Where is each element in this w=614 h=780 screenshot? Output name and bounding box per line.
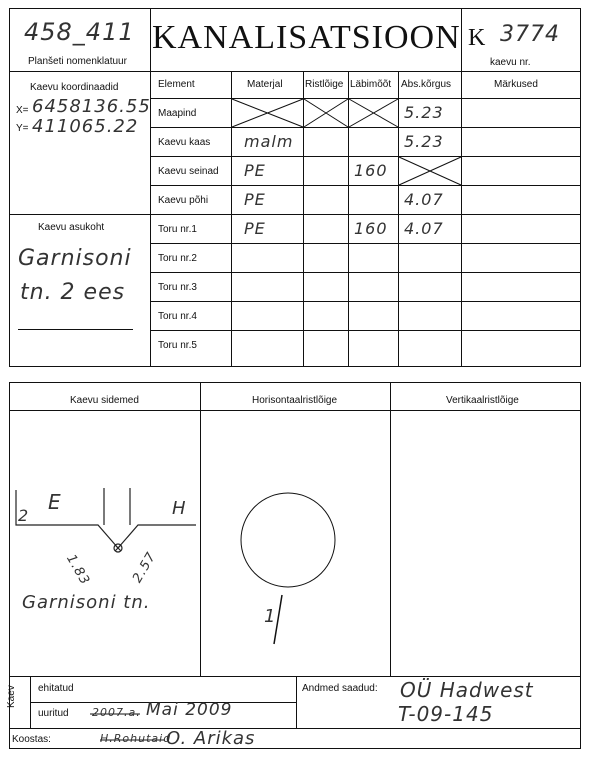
links-sketch (16, 488, 196, 552)
well-number-label: kaevu nr. (490, 57, 531, 68)
col-abs-height: Abs.kõrgus (401, 79, 452, 90)
well-prefix: K (468, 25, 487, 51)
sketch-h: H (172, 498, 187, 519)
col-links: Kaevu sidemed (70, 395, 139, 406)
sketch-street: Garnisoni tn. (22, 592, 151, 613)
col-vertical: Vertikaalristlõige (446, 395, 519, 406)
measured-label: uuritud (38, 708, 69, 719)
sketch-e: E (48, 490, 62, 514)
location-line2: tn. 2 ees (20, 280, 126, 305)
built-label: ehitatud (38, 683, 74, 694)
col-element: Element (158, 79, 195, 90)
manhole-circle (241, 493, 335, 587)
well-side-label: Kaev (6, 685, 17, 708)
row-6-element: Toru nr.2 (158, 253, 197, 264)
col-diameter: Läbimõõt (350, 79, 392, 90)
sketch-2: 2 (18, 506, 30, 525)
pipe-mark: 1 (264, 606, 277, 627)
coords-label: Kaevu koordinaadid (30, 82, 119, 93)
sheet-label: Planšeti nomenklatuur (28, 56, 127, 67)
row-3-materjal: PE (244, 161, 266, 180)
row-2-abs: 5.23 (404, 132, 444, 151)
row-7-element: Toru nr.3 (158, 282, 197, 293)
row-5-materjal: PE (244, 219, 266, 238)
col-remarks: Märkused (494, 79, 538, 90)
form-title: KANALISATSIOON (152, 19, 461, 56)
location-line1: Garnisoni (18, 246, 132, 271)
row-1-element: Maapind (158, 108, 197, 119)
row-8-element: Toru nr.4 (158, 311, 197, 322)
y-prefix: Y= (16, 123, 29, 134)
compiled-struck: H.Rohutaid (100, 732, 172, 745)
source-code: T-09-145 (398, 702, 494, 726)
sketch-dist1: 1.83 (63, 552, 93, 589)
well-number: 3774 (500, 22, 560, 47)
row-4-element: Kaevu põhi (158, 195, 209, 206)
source-company: OÜ Hadwest (400, 678, 534, 702)
row-2-materjal: malm (244, 132, 294, 151)
x-coordinate: 6458136.55 (32, 96, 151, 117)
col-crosssection: Ristlõige (305, 79, 344, 90)
row-9-element: Toru nr.5 (158, 340, 197, 351)
x-prefix: X= (16, 105, 29, 116)
row-1-abs: 5.23 (404, 103, 444, 122)
col-horizontal: Horisontaalristlõige (252, 395, 338, 406)
location-label: Kaevu asukoht (38, 222, 105, 233)
row-4-materjal: PE (244, 190, 266, 209)
row-4-abs: 4.07 (404, 190, 444, 209)
measured-date: Mai 2009 (146, 700, 233, 720)
y-coordinate: 411065.22 (32, 116, 139, 137)
sketch-dist2: 2.57 (130, 549, 160, 586)
compiled-label: Koostas: (12, 734, 51, 745)
source-label: Andmed saadud: (302, 683, 378, 694)
col-material: Materjal (247, 79, 283, 90)
row-5-abs: 4.07 (404, 219, 444, 238)
sheet-number: 458_411 (24, 18, 135, 46)
row-3-labimoot: 160 (354, 161, 388, 180)
row-3-element: Kaevu seinad (158, 166, 219, 177)
row-5-element: Toru nr.1 (158, 224, 197, 235)
measured-struck: 2007.a. (92, 706, 141, 719)
row-5-labimoot: 160 (354, 219, 388, 238)
row-2-element: Kaevu kaas (158, 137, 211, 148)
compiled-name: O. Arikas (166, 728, 256, 749)
